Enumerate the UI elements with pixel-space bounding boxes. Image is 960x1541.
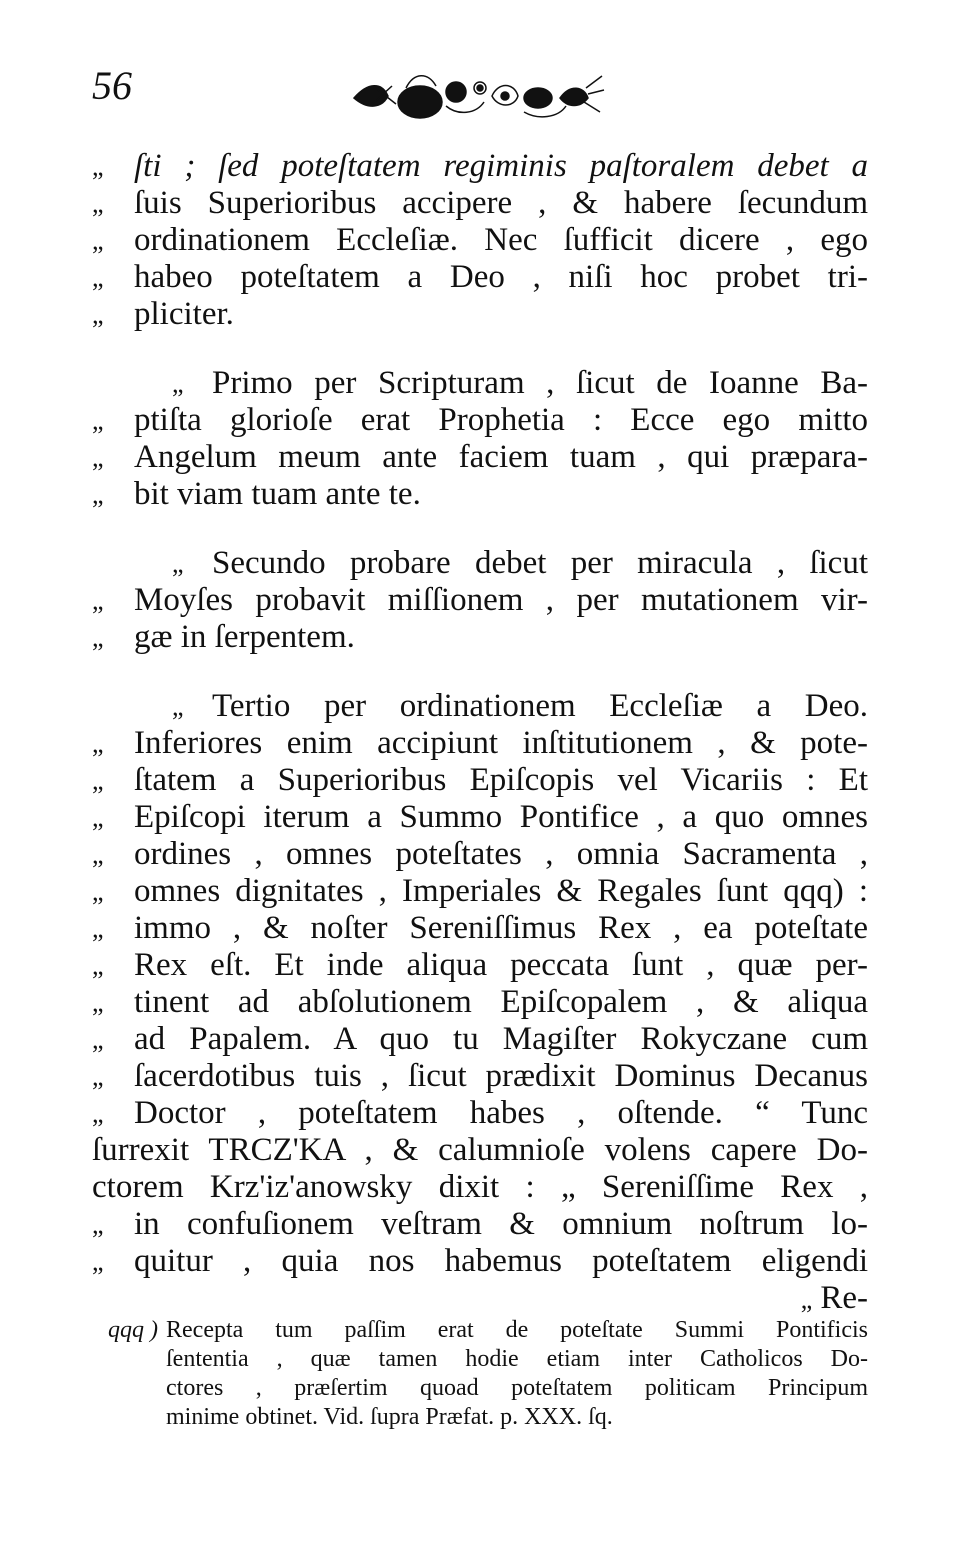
text-line: immo , & noſter Sereniſſimus Rex , ea poteſtate: [134, 910, 868, 946]
quote-mark: „: [92, 443, 104, 472]
text-line: habeo poteſtatem a Deo , niſi hoc probet tri-: [134, 259, 868, 295]
footnote-line: Recepta tum paſſim erat de poteſtate Summi Pontificis: [166, 1317, 868, 1343]
text-line: Secundo probare debet per miracula , ſicut: [212, 545, 868, 581]
text-line: ſurrexit TRCZ'KA , & calumnioſe volens capere Do-: [92, 1132, 868, 1168]
page-number: 56: [92, 63, 132, 108]
quote-mark: „: [92, 623, 104, 652]
text-line: Epiſcopi iterum a Summo Pontifice , a quo omnes: [134, 799, 868, 835]
quote-mark: „: [92, 877, 104, 906]
quote-mark: „: [92, 1025, 104, 1054]
quote-mark: „: [92, 729, 104, 758]
quote-mark: „: [92, 189, 104, 218]
text-line: tinent ad abſolutionem Epiſcopalem , & aliqua: [134, 984, 868, 1020]
text-line: Doctor , poteſtatem habes , oſtende. “ Tunc: [134, 1095, 868, 1131]
text-line: ſti ; ſed poteſtatem regiminis paſtoralem debet a: [134, 148, 868, 184]
quote-mark: „: [92, 226, 104, 255]
quote-mark: „: [92, 766, 104, 795]
footnote: [108, 1316, 868, 1432]
footnote-line: minime obtinet. Vid. ſupra Præfat. p. XXX. ſq.: [166, 1404, 613, 1430]
text-line: Tertio per ordinationem Eccleſiæ a Deo.: [212, 688, 868, 724]
footnote-line: ſententia , quæ tamen hodie etiam inter Catholicos Do-: [166, 1346, 868, 1372]
quote-mark: „: [172, 692, 184, 721]
text-line: omnes dignitates , Imperiales & Regales ſunt qqq) :: [134, 873, 868, 909]
quote-mark: „: [92, 1210, 104, 1239]
text-line: gæ in ſerpentem.: [134, 619, 355, 655]
text-line: ordines , omnes poteſtates , omnia Sacramenta ,: [134, 836, 868, 872]
quote-mark: „: [92, 914, 104, 943]
text-line: in confuſionem veſtram & omnium noſtrum lo-: [134, 1206, 868, 1242]
quote-mark: „: [172, 369, 184, 398]
quote-mark: „: [800, 1285, 813, 1314]
quote-mark: „: [92, 988, 104, 1017]
text-line: ptiſta glorioſe erat Prophetia : Ecce ego mitto: [134, 402, 868, 438]
quote-mark: „: [92, 1062, 104, 1091]
main-text: [92, 148, 868, 1349]
text-line: ordinationem Eccleſiæ. Nec ſufficit dicere , ego: [134, 222, 868, 258]
text-line: Moyſes probavit miſſionem , per mutationem vir-: [134, 582, 868, 618]
quote-mark: „: [92, 1099, 104, 1128]
footnote-line: ctores , præſertim quoad poteſtatem politicam Principum: [166, 1375, 868, 1401]
catchword: Re-: [820, 1280, 868, 1316]
paragraph: [92, 365, 868, 513]
text-line: bit viam tuam ante te.: [134, 476, 421, 512]
text-line: quitur , quia nos habemus poteſtatem eligendi: [134, 1243, 868, 1279]
paragraph: [92, 545, 868, 656]
footnote-mark: qqq ): [108, 1317, 158, 1343]
page-header: [92, 62, 868, 132]
quote-mark: „: [92, 840, 104, 869]
quote-mark: „: [92, 263, 104, 292]
paragraph: [92, 688, 868, 1317]
text-line: ſtatem a Superioribus Epiſcopis vel Vicariis : Et: [134, 762, 868, 798]
text-line: Inferiores enim accipiunt inſtitutionem , & pote-: [134, 725, 868, 761]
quote-mark: „: [92, 480, 104, 509]
quote-mark: „: [92, 586, 104, 615]
text-line: ad Papalem. A quo tu Magiſter Rokyczane cum: [134, 1021, 868, 1057]
quote-mark: „: [92, 406, 104, 435]
floral-ornament-icon: [348, 68, 608, 124]
quote-mark: „: [172, 549, 184, 578]
quote-mark: „: [92, 803, 104, 832]
text-line: ctorem Krz'iz'anowsky dixit : „ Sereniſſime Rex ,: [92, 1169, 868, 1205]
quote-mark: „: [92, 951, 104, 980]
quote-mark: „: [92, 1247, 104, 1276]
quote-mark: „: [92, 300, 104, 329]
text-line: ſuis Superioribus accipere , & habere ſecundum: [134, 185, 868, 221]
quote-mark: „: [92, 152, 104, 181]
text-line: Angelum meum ante faciem tuam , qui præpara-: [134, 439, 868, 475]
text-line: Primo per Scripturam , ſicut de Ioanne Ba-: [212, 365, 868, 401]
text-line: pliciter.: [134, 296, 234, 332]
paragraph: [92, 148, 868, 333]
text-line: Rex eſt. Et inde aliqua peccata ſunt , quæ per-: [134, 947, 868, 983]
text-line: ſacerdotibus tuis , ſicut prædixit Dominus Decanus: [134, 1058, 868, 1094]
